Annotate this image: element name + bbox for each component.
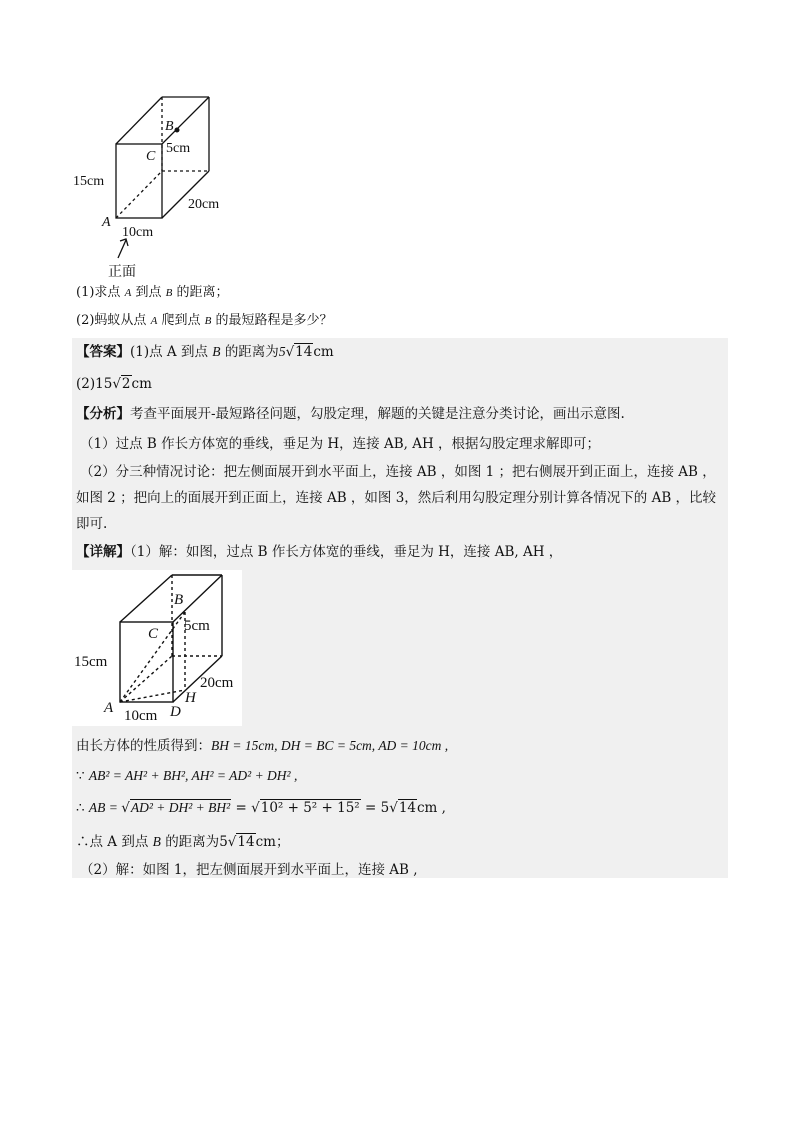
therefore-symbol: ∴ — [76, 800, 85, 816]
detail-text: （1）解：如图，过点 B 作长方体宽的垂线，垂足为 H，连接 AB, AH ， — [130, 544, 563, 560]
solution-4-unit: cm； — [255, 834, 290, 850]
answer-2-radicand: 2 — [121, 376, 131, 392]
label-c-2: C — [148, 626, 159, 642]
label-height-2: 15cm — [74, 654, 108, 670]
answer-line-2: (2)15√2cm — [76, 376, 152, 392]
q1-mid: 到点 — [135, 285, 162, 300]
cuboid-figure-1 — [66, 88, 266, 280]
solution-3-eq3: = 5 — [360, 800, 390, 816]
q2-suffix: 的最短路程是多少？ — [215, 313, 333, 328]
solution-3-unit: cm , — [417, 800, 446, 816]
q2-point-b: B — [204, 315, 212, 327]
answer-1-prefix: (1)点 A 到点 — [130, 344, 208, 360]
analysis-text: 考查平面展开-最短路径问题，勾股定理，解题的关键是注意分类讨论，画出示意图. — [130, 406, 625, 422]
label-width: 10cm — [122, 225, 154, 240]
label-h-2: H — [185, 690, 196, 706]
solution-1-eq: BH = 15cm, DH = BC = 5cm, AD = 10cm , — [211, 738, 449, 753]
analysis-p2c: 即可. — [76, 516, 108, 532]
label-b: B — [165, 119, 174, 134]
cuboid-figure-2 — [72, 570, 242, 726]
point-b-dot — [175, 128, 180, 133]
solution-line-5: （2）解：如图 1，把左侧面展开到水平面上，连接 AB , — [80, 862, 418, 878]
answer-1-unit: cm — [313, 344, 334, 360]
solution-line-2 — [76, 766, 297, 786]
q1-point-a: A — [124, 287, 132, 299]
solution-3-lhs: AB = — [88, 800, 122, 815]
analysis-tag: 【分析】 — [76, 406, 130, 422]
solution-2-eq: AB² = AH² + BH², AH² = AD² + DH² , — [88, 768, 298, 783]
solution-3-radicand-3: 14 — [398, 800, 416, 816]
solution-4-prefix: ∴点 A 到点 — [76, 834, 149, 850]
label-width-2: 10cm — [124, 708, 158, 724]
solution-4-coef: 5 — [219, 834, 228, 850]
analysis-p1: （1）过点 B 作长方体宽的垂线，垂足为 H，连接 AB, AH ，根据勾股定理求解即可； — [80, 436, 601, 452]
q1-text: (1)求点 — [76, 285, 121, 300]
label-depth-2: 20cm — [200, 675, 234, 691]
label-b-2: B — [174, 592, 184, 608]
question-1 — [76, 284, 228, 302]
solution-4-point-b: B — [152, 834, 161, 849]
question-2 — [76, 312, 332, 330]
label-bc-length-2: 5cm — [184, 618, 210, 634]
label-height: 15cm — [73, 174, 105, 189]
label-front: 正面 — [108, 265, 136, 280]
q1-point-b: B — [165, 287, 173, 299]
label-bc-length: 5cm — [166, 141, 191, 156]
q1-suffix: 的距离； — [176, 285, 229, 300]
because-symbol: ∵ — [76, 768, 85, 784]
analysis-p2a: （2）分三种情况讨论：把左侧面展开到水平面上，连接 AB ，如图 1 ；把右侧展开到正面上，连接 AB ， — [80, 464, 716, 480]
analysis-line — [76, 404, 625, 424]
label-a: A — [102, 215, 111, 230]
label-d-2: D — [170, 704, 181, 720]
solution-1-prefix: 由长方体的性质得到： — [76, 738, 211, 754]
answer-2-unit: cm — [131, 376, 152, 392]
solution-3-eq2: = — [231, 800, 252, 816]
solution-line-4: ∴点 A 到点 B 的距离为5√14cm； — [76, 834, 290, 850]
q2-text: (2)蚂蚁从点 — [76, 313, 147, 328]
answer-2-prefix: (2)15 — [76, 376, 113, 392]
solution-3-radicand-1: AD² + DH² + BH² — [130, 800, 231, 815]
analysis-p2b: 如图 2 ；把向上的面展开到正面上，连接 AB ，如图 3，然后利用勾股定理分别计算各情况下的 AB ，比较 — [76, 490, 717, 506]
label-a-2: A — [104, 700, 114, 716]
answer-1-mid: 的距离为 — [224, 344, 279, 360]
solution-3-radicand-2: 10² + 5² + 15² — [260, 800, 360, 816]
answer-line-1: 【答案】(1)点 A 到点 B 的距离为5√14cm — [76, 344, 334, 360]
detail-tag: 【详解】 — [76, 544, 130, 560]
solution-4-radicand: 14 — [237, 834, 255, 850]
detail-line — [76, 542, 562, 562]
solution-4-mid: 的距离为 — [165, 834, 220, 850]
q2-point-a: A — [150, 315, 158, 327]
solution-line-3: ∴ AB = √AD² + DH² + BH² = √10² + 5² + 15² = 5√14cm , — [76, 800, 446, 816]
answer-1-radicand: 14 — [295, 344, 313, 360]
label-depth: 20cm — [188, 197, 220, 212]
answer-1-point-b: B — [212, 344, 221, 359]
q2-mid: 爬到点 — [161, 313, 201, 328]
answer-tag: 【答案】 — [76, 344, 130, 360]
answer-1-coef: 5 — [278, 344, 286, 359]
label-c: C — [146, 149, 156, 164]
solution-line-1 — [76, 736, 448, 756]
